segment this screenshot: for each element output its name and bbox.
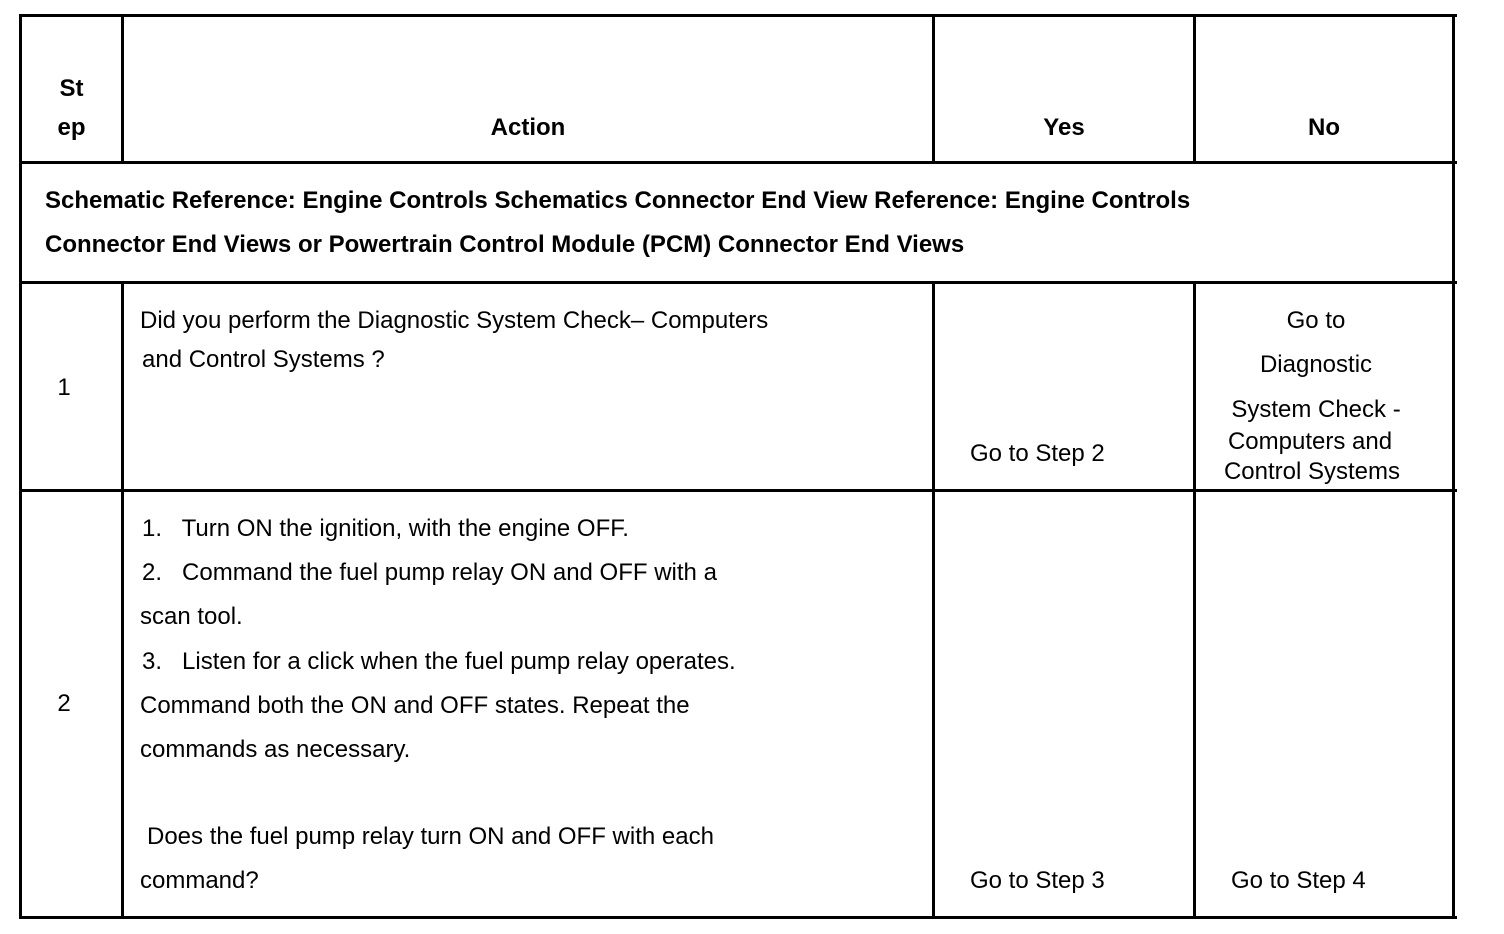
table-border-top [19, 14, 1457, 17]
action-line: and Control Systems ? [142, 346, 385, 373]
step-number: 2 [57, 690, 71, 717]
action-line: commands as necessary. [140, 736, 411, 763]
yes-result: Go to Step 3 [970, 867, 1105, 894]
step-number: 1 [57, 374, 71, 401]
header-step [22, 74, 121, 143]
table-border-left [19, 14, 22, 919]
no-result-line: Computers and [1227, 428, 1393, 455]
yes-result: Go to Step 2 [970, 440, 1105, 467]
column-divider-action [932, 281, 935, 919]
action-line: scan tool. [140, 603, 243, 630]
header-divider [19, 161, 1457, 164]
reference-line2: Connector End Views or Powertrain Control Module (PCM) Connector End Views [45, 231, 965, 258]
table-border-bottom [19, 916, 1457, 919]
no-result: Go to Step 4 [1231, 867, 1366, 894]
no-result-line: Go to [1286, 307, 1346, 334]
reference-line1: Schematic Reference: Engine Controls Schematics Connector End View Reference: Engine Controls [45, 187, 1191, 214]
header-action: Action [490, 114, 566, 141]
column-divider-step [121, 281, 124, 919]
action-line: 2. Command the fuel pump relay ON and OFF with a [142, 559, 717, 586]
no-result-line: Control Systems [1223, 458, 1401, 485]
header-step-line2: ep [57, 114, 86, 141]
header-step-line1: St [59, 75, 84, 102]
action-line: Command both the ON and OFF states. Repeat the [140, 692, 690, 719]
action-line: Does the fuel pump relay turn ON and OFF with each [147, 823, 714, 850]
action-line: command? [140, 867, 259, 894]
header-no: No [1308, 114, 1340, 141]
reference-divider [19, 281, 1457, 284]
table-border-right [1452, 14, 1455, 919]
action-line: Did you perform the Diagnostic System Check– Computers [140, 307, 769, 334]
no-result-line: Diagnostic [1259, 351, 1373, 378]
row-divider [19, 489, 1457, 492]
no-result-line: System Check - [1231, 396, 1401, 423]
action-line: 1. Turn ON the ignition, with the engine OFF. [142, 515, 629, 542]
header-yes: Yes [1043, 114, 1085, 141]
action-line: 3. Listen for a click when the fuel pump relay operates. [142, 648, 736, 675]
